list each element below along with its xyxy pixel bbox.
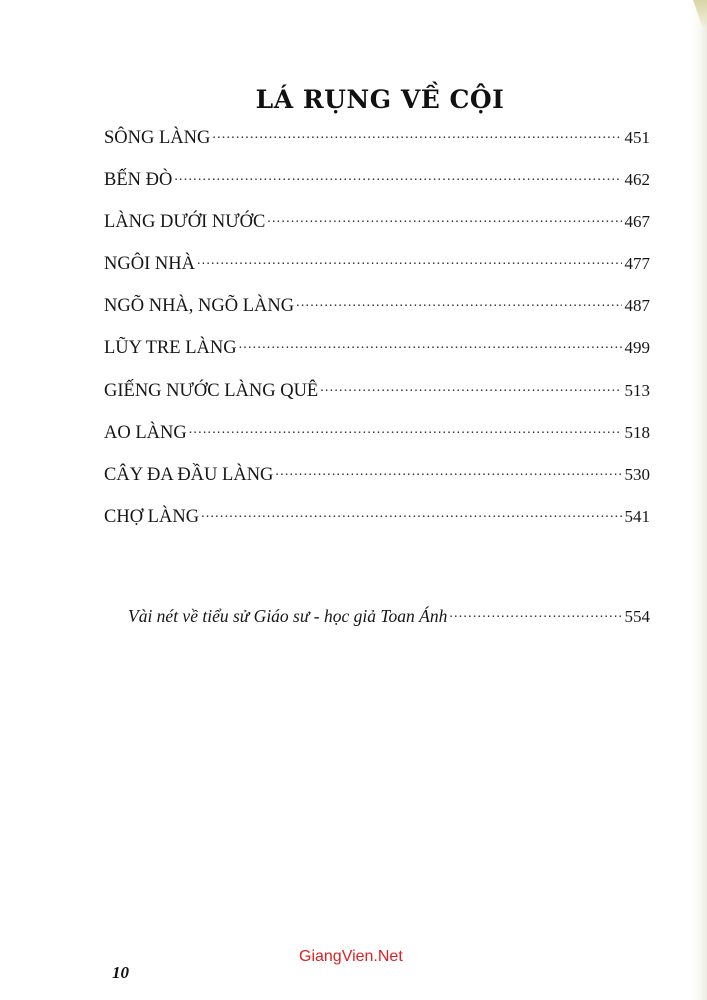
dot-leader xyxy=(267,208,621,227)
toc-entry-page: 554 xyxy=(624,606,650,626)
toc-entry-page: 462 xyxy=(624,169,650,189)
dot-leader xyxy=(201,504,621,523)
toc-entry xyxy=(104,504,650,546)
page-edge-shadow xyxy=(693,0,707,1000)
toc-entry-title: CÂY ĐA ĐẦU LÀNG xyxy=(104,465,274,485)
page-number: 10 xyxy=(112,963,129,982)
toc-entry-page: 499 xyxy=(624,338,650,358)
toc-entry-page: 541 xyxy=(624,507,650,527)
toc-entry xyxy=(104,124,650,166)
dot-leader xyxy=(275,462,621,481)
toc-entry-title: Vài nét về tiểu sử Giáo sư - học giả Toan Ánh xyxy=(128,605,448,626)
toc-appendix xyxy=(128,603,650,645)
toc-entry-title: BẾN ĐÒ xyxy=(104,169,173,190)
toc-entry-title: AO LÀNG xyxy=(104,422,187,443)
toc-entry-title: NGÕ NHÀ, NGÕ LÀNG xyxy=(104,296,295,317)
toc-entry xyxy=(104,419,650,461)
dot-leader xyxy=(189,419,622,438)
dot-leader xyxy=(197,251,622,270)
toc-entry-page: 467 xyxy=(624,211,650,231)
toc-entry-page: 477 xyxy=(624,254,650,274)
toc-entry xyxy=(104,208,650,250)
watermark: GiangVien.Net xyxy=(299,948,403,965)
dot-leader xyxy=(212,124,621,143)
toc-entry xyxy=(104,166,650,208)
toc-entry xyxy=(104,377,650,419)
toc-entry-title: SÔNG LÀNG xyxy=(104,127,211,148)
dot-leader xyxy=(174,166,621,185)
toc-entry xyxy=(104,335,650,377)
toc-entry xyxy=(104,293,650,335)
toc-entry-title: NGÔI NHÀ xyxy=(104,254,195,275)
toc-entry-page: 451 xyxy=(624,127,650,147)
dot-leader xyxy=(296,293,621,312)
toc-entry xyxy=(104,462,650,504)
section-title: LÁ RỤNG VỀ CỘI xyxy=(255,84,505,114)
toc-entry-title: CHỢ LÀNG xyxy=(104,507,200,528)
toc-entry-appendix xyxy=(128,603,650,645)
dot-leader xyxy=(239,335,622,354)
toc-entry-page: 513 xyxy=(624,380,650,400)
toc-entry-page: 530 xyxy=(624,465,650,484)
toc-entry-page: 487 xyxy=(624,296,650,316)
toc-entry xyxy=(104,251,650,293)
toc-entry-title: LÀNG DƯỚI NƯỚC xyxy=(104,211,266,232)
toc-entry-page: 518 xyxy=(624,422,650,442)
toc-entry-title: GIẾNG NƯỚC LÀNG QUÊ xyxy=(104,380,319,401)
table-of-contents xyxy=(104,124,650,546)
dot-leader xyxy=(320,377,621,396)
toc-entry-title: LŨY TRE LÀNG xyxy=(104,338,237,359)
dot-leader xyxy=(449,603,621,622)
